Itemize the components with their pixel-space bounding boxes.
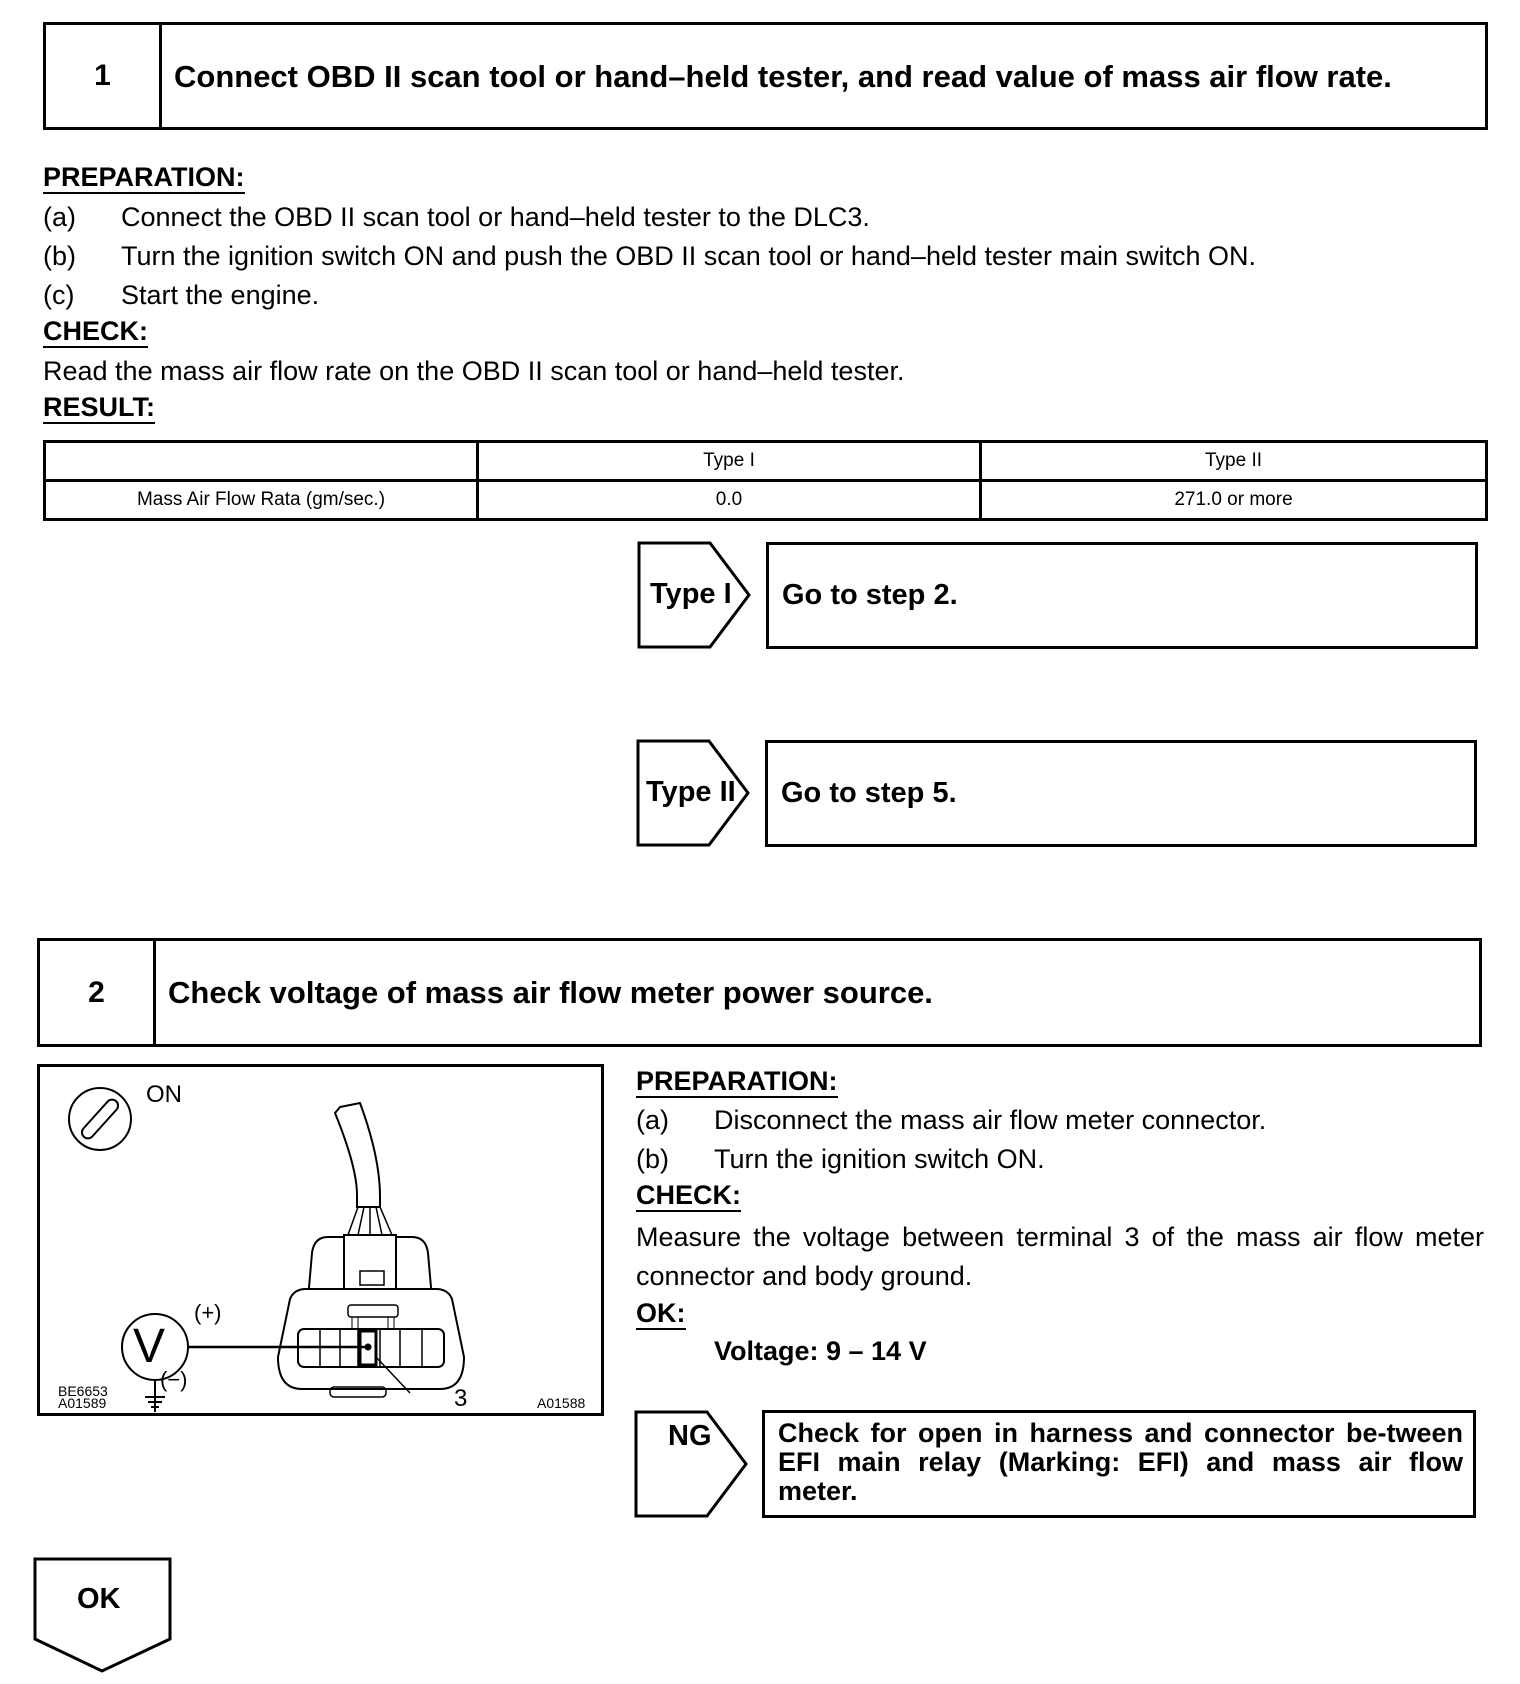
figure-code-left-2: A01589: [58, 1395, 107, 1411]
step-2-body: [636, 1066, 1484, 1367]
figure-code-left-1: BE6653: [58, 1383, 108, 1399]
step-1-header: [43, 22, 1488, 130]
step-1-prep-item-c: (c) Start the engine.: [43, 280, 320, 310]
step-1-check-text: Read the mass air flow rate on the OBD II scan tool or hand–held tester.: [43, 356, 905, 386]
table-cell: Mass Air Flow Rata (gm/sec.): [45, 481, 478, 520]
step-1-number: 1: [46, 25, 162, 127]
ignition-key-icon: [69, 1088, 131, 1150]
step-2-prep-item-a: (a) Disconnect the mass air flow meter connector.: [636, 1105, 1267, 1135]
ng-branch-tab: NG: [634, 1410, 754, 1518]
step-2-header: [37, 938, 1482, 1047]
result-table: [43, 440, 1488, 521]
table-header-row: [45, 442, 1487, 481]
type-1-branch-tab: Type I: [637, 541, 757, 649]
table-header-cell: [45, 442, 478, 481]
step-1-check-heading: CHECK:: [43, 316, 148, 346]
step-1-body: [43, 162, 1488, 424]
connector-diagram: [37, 1064, 604, 1416]
step-2-check-heading: CHECK:: [636, 1180, 741, 1210]
figure-code-right: A01588: [537, 1395, 586, 1411]
table-header-cell: Type II: [981, 442, 1487, 481]
ng-action-box: Check for open in harness and connector be-tween EFI main relay (Marking: EFI) and mass air flow meter.: [762, 1410, 1476, 1518]
step-2-check-text: Measure the voltage between terminal 3 of the mass air flow meter connector and body ground.: [636, 1222, 1484, 1291]
terminal-number-label: 3: [454, 1385, 468, 1412]
type-2-action-box: Go to step 5.: [765, 740, 1477, 847]
step-2-ok-heading: OK:: [636, 1298, 686, 1328]
step-2-preparation-heading: PREPARATION:: [636, 1066, 838, 1096]
step-2-prep-item-b: (b) Turn the ignition switch ON.: [636, 1144, 1045, 1174]
step-1-result-heading: RESULT:: [43, 392, 155, 422]
step-2-ok-value: Voltage: 9 – 14 V: [714, 1336, 927, 1366]
table-cell: 271.0 or more: [981, 481, 1487, 520]
down-arrow-tab-shape-icon: [33, 1557, 173, 1675]
positive-probe-label: (+): [194, 1300, 222, 1325]
table-header-cell: Type I: [478, 442, 981, 481]
step-1-preparation-heading: PREPARATION:: [43, 162, 245, 192]
negative-probe-label: (−): [160, 1367, 188, 1392]
step-1-prep-item-b: (b) Turn the ignition switch ON and push the OBD II scan tool or hand–held tester main switch ON.: [43, 241, 1257, 271]
mass-air-flow-connector-illustration: [40, 1067, 601, 1413]
step-2-title: Check voltage of mass air flow meter power source.: [168, 975, 933, 1010]
ok-branch-tab: OK: [33, 1557, 173, 1675]
type-1-action-box: Go to step 2.: [766, 542, 1478, 649]
voltmeter-symbol: V: [133, 1320, 166, 1373]
step-1-title: Connect OBD II scan tool or hand–held tester, and read value of mass air flow rate.: [174, 58, 1392, 94]
step-2-number: 2: [40, 941, 156, 1044]
step-1-prep-item-a: (a) Connect the OBD II scan tool or hand–held tester to the DLC3.: [43, 202, 870, 232]
table-cell: 0.0: [478, 481, 981, 520]
table-row: [45, 481, 1487, 520]
type-2-branch-tab: Type II: [636, 739, 756, 847]
ignition-on-label: ON: [146, 1081, 182, 1108]
